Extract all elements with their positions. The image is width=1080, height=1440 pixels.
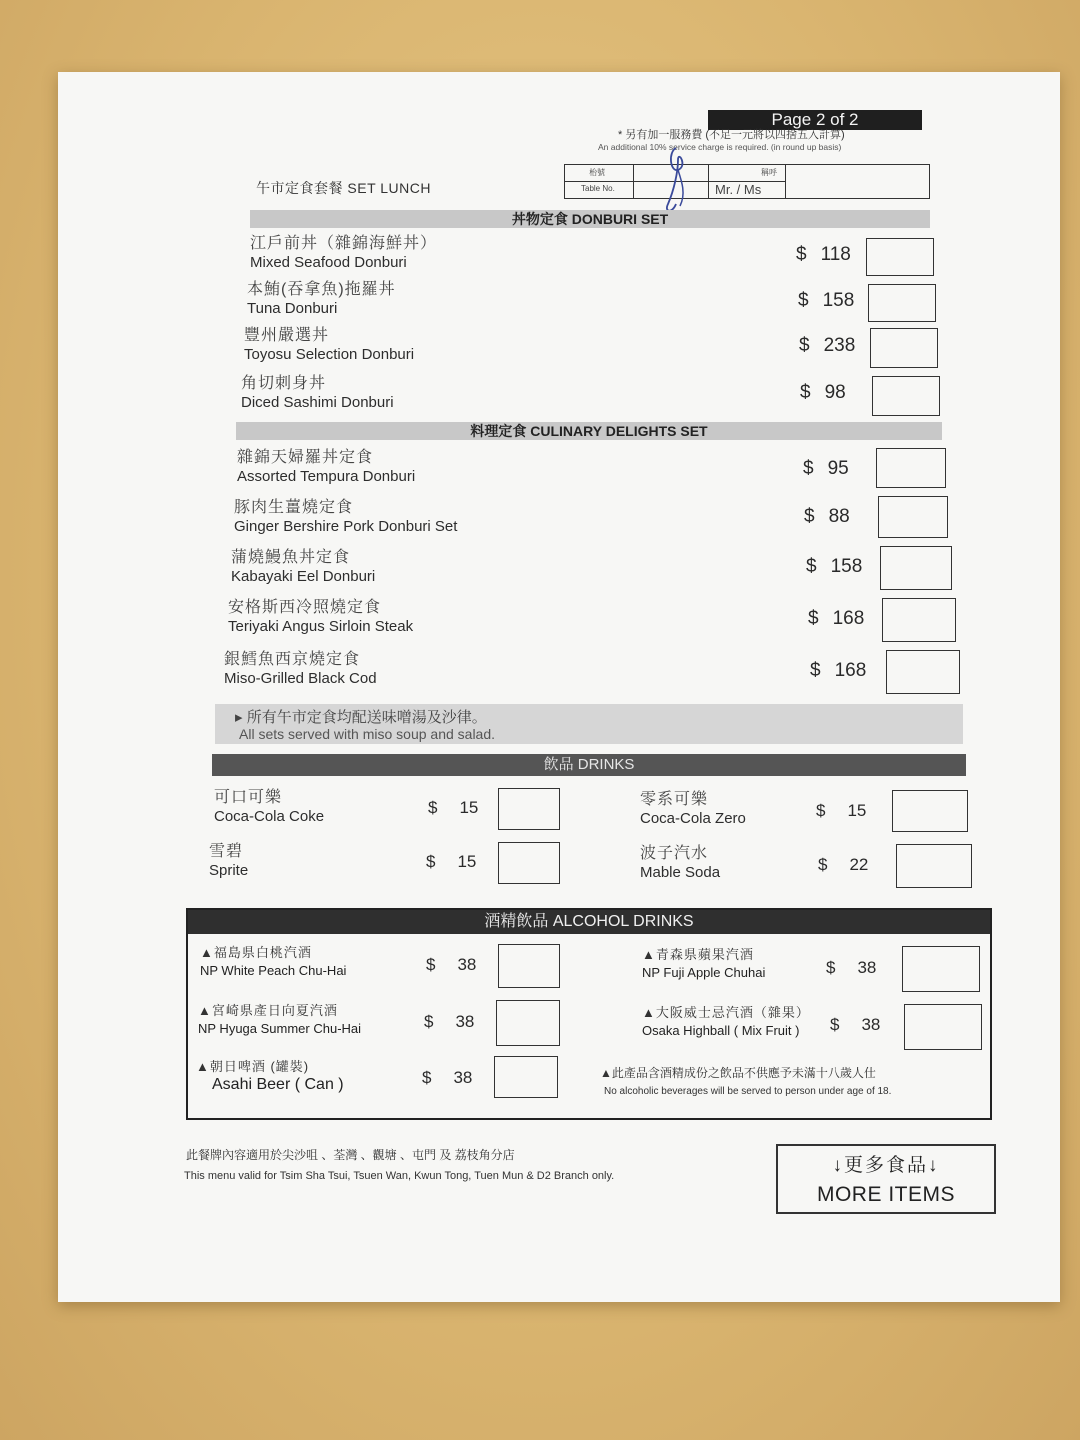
item-price: $ 38: [426, 955, 477, 974]
sets-note: [215, 704, 963, 744]
item-name-en: Coca-Cola Coke: [214, 808, 325, 825]
item-name-en: Sprite: [209, 862, 249, 879]
item-name-zh: 零系可樂: [640, 791, 709, 808]
quantity-box[interactable]: [882, 598, 956, 642]
item-name-en: Assorted Tempura Donburi: [237, 468, 416, 485]
item-name-zh: 可口可樂: [214, 789, 283, 806]
quantity-box[interactable]: [880, 546, 952, 590]
item-name-en: Asahi Beer ( Can ): [212, 1076, 344, 1093]
item-price: $ 238: [799, 335, 856, 356]
service-charge-note-zh: * 另有加一服務費 (不足一元將以四捨五入計算): [618, 129, 845, 141]
item-price: $ 38: [424, 1012, 475, 1031]
item-price: $ 38: [830, 1015, 881, 1034]
menu-item: [224, 650, 377, 688]
item-price: $ 158: [798, 290, 855, 311]
item-price: $ 22: [818, 855, 869, 874]
sets-note-en: All sets served with miso soup and salad.: [239, 726, 496, 742]
name-field[interactable]: [787, 165, 927, 198]
item-name-en: Diced Sashimi Donburi: [241, 394, 394, 411]
quantity-box[interactable]: [872, 376, 940, 416]
more-items-label-zh: ↓更多食品↓: [832, 1155, 940, 1176]
quantity-box[interactable]: [878, 496, 948, 538]
quantity-box[interactable]: [886, 650, 960, 694]
alcohol-section: [186, 908, 992, 1120]
item-price: $ 98: [800, 382, 846, 403]
item-name-zh: 角切刺身丼: [241, 375, 327, 392]
menu-item: [214, 788, 324, 826]
item-name-en: Toyosu Selection Donburi: [244, 346, 415, 363]
branch-validity-zh: 此餐牌內容適用於尖沙咀 、荃灣 、觀塘 、屯門 及 荔枝角分店: [186, 1148, 515, 1162]
item-name-zh: 本鮪(吞拿魚)拖羅丼: [247, 281, 396, 298]
more-items-label-en: MORE ITEMS: [816, 1183, 955, 1206]
quantity-box[interactable]: [498, 944, 560, 988]
item-price: $ 168: [810, 660, 867, 681]
menu-item: [231, 548, 375, 586]
item-price: $ 168: [808, 608, 865, 629]
item-name-zh: ▲大阪威士忌汽酒（雜果）: [642, 1005, 810, 1020]
menu-item: [244, 326, 414, 364]
item-price: $ 15: [816, 801, 867, 820]
item-price: $ 158: [806, 556, 863, 577]
quantity-box[interactable]: [902, 946, 980, 992]
menu-item: [237, 448, 415, 486]
item-name-zh: 雪碧: [209, 843, 244, 860]
item-price: $ 38: [422, 1068, 473, 1087]
quantity-box[interactable]: [498, 842, 560, 884]
menu-item: [198, 1002, 361, 1038]
title-label-en: Mr. / Ms: [715, 182, 762, 197]
quantity-box[interactable]: [868, 284, 936, 322]
quantity-box[interactable]: [496, 1000, 560, 1046]
item-name-zh: 豚肉生薑燒定食: [234, 499, 354, 516]
item-name-zh: ▲青森県蘋果汽酒: [642, 947, 754, 962]
menu-item: [642, 946, 765, 982]
item-name-zh: 豐州嚴選丼: [244, 327, 330, 344]
menu-item: [640, 790, 746, 828]
culinary-heading: 料理定食 CULINARY DELIGHTS SET: [236, 422, 942, 440]
age-notice-en: No alcoholic beverages will be served to person under age of 18.: [604, 1086, 892, 1097]
item-price: $ 118: [796, 244, 851, 265]
quantity-box[interactable]: [494, 1056, 558, 1098]
menu-item: [250, 234, 437, 272]
item-name-zh: ▲宮崎県產日向夏汽酒: [198, 1003, 338, 1018]
menu-item: [642, 1004, 810, 1040]
item-name-zh: 蒲燒鰻魚丼定食: [231, 549, 351, 566]
divider: [785, 165, 786, 198]
item-name-zh: 波子汽水: [640, 845, 709, 862]
menu-item: [200, 944, 346, 980]
table-info-box: [564, 164, 930, 199]
menu-sheet: [58, 72, 1060, 1302]
service-charge-note-en: An additional 10% service charge is required. (in round up basis): [598, 142, 842, 152]
menu-item: [640, 844, 720, 882]
item-name-en: NP Fuji Apple Chuhai: [642, 965, 766, 980]
table-no-label-en: Table No.: [581, 184, 615, 193]
quantity-box[interactable]: [904, 1004, 982, 1050]
item-name-en: Miso-Grilled Black Cod: [224, 670, 377, 687]
age-notice-zh: ▲此產品含酒精成份之飲品不供應予未滿十八歲人仕: [600, 1066, 876, 1080]
item-name-zh: 雜錦天婦羅丼定食: [237, 449, 374, 466]
divider: [633, 165, 634, 198]
menu-item: [241, 374, 394, 412]
branch-validity-en: This menu valid for Tsim Sha Tsui, Tsuen Wan, Kwun Tong, Tuen Mun & D2 Branch only.: [184, 1170, 615, 1182]
sets-note-zh: ▸ 所有午市定食均配送味噌湯及沙律。: [235, 709, 487, 726]
item-name-zh: ▲福島県白桃汽酒: [200, 945, 312, 960]
drinks-heading: 飲品 DRINKS: [212, 754, 966, 776]
menu-item: [196, 1058, 344, 1094]
item-price: $ 15: [428, 798, 479, 817]
quantity-box[interactable]: [876, 448, 946, 488]
page-label: Page 2 of 2: [708, 110, 922, 130]
quantity-box[interactable]: [870, 328, 938, 368]
quantity-box[interactable]: [892, 790, 968, 832]
set-lunch-title: 午市定食套餐 SET LUNCH: [256, 180, 431, 196]
item-name-en: NP White Peach Chu-Hai: [200, 963, 347, 978]
item-name-zh: ▲朝日啤酒 (罐裝): [196, 1059, 310, 1074]
donburi-heading: 丼物定食 DONBURI SET: [250, 210, 930, 228]
more-items-button[interactable]: [776, 1144, 996, 1214]
item-name-en: Ginger Bershire Pork Donburi Set: [234, 518, 458, 535]
alcohol-heading: 酒精飲品 ALCOHOL DRINKS: [188, 910, 990, 934]
item-price: $ 38: [826, 958, 877, 977]
item-price: $ 15: [426, 852, 477, 871]
item-name-en: Mable Soda: [640, 864, 721, 881]
item-price: $ 88: [804, 506, 850, 527]
quantity-box[interactable]: [866, 238, 934, 276]
item-price: $ 95: [803, 458, 849, 479]
item-name-en: Osaka Highball ( Mix Fruit ): [642, 1023, 800, 1038]
item-name-en: Tuna Donburi: [247, 300, 338, 317]
menu-item: [247, 280, 396, 318]
item-name-en: Kabayaki Eel Donburi: [231, 568, 376, 585]
item-name-zh: 安格斯西冷照燒定食: [228, 599, 382, 616]
table-no-label-zh: 枱號: [589, 168, 605, 177]
quantity-box[interactable]: [498, 788, 560, 830]
item-name-en: NP Hyuga Summer Chu-Hai: [198, 1021, 362, 1036]
item-name-en: Coca-Cola Zero: [640, 810, 746, 827]
item-name-en: Mixed Seafood Donburi: [250, 254, 407, 271]
item-name-zh: 江戶前丼（雜錦海鮮丼）: [250, 235, 438, 252]
title-label-zh: 稱呼: [761, 168, 777, 177]
quantity-box[interactable]: [896, 844, 972, 888]
item-name-zh: 銀鱈魚西京燒定食: [224, 651, 361, 668]
item-name-en: Teriyaki Angus Sirloin Steak: [228, 618, 414, 635]
menu-item: [209, 842, 248, 880]
menu-item: [228, 598, 413, 636]
menu-item: [234, 498, 457, 536]
